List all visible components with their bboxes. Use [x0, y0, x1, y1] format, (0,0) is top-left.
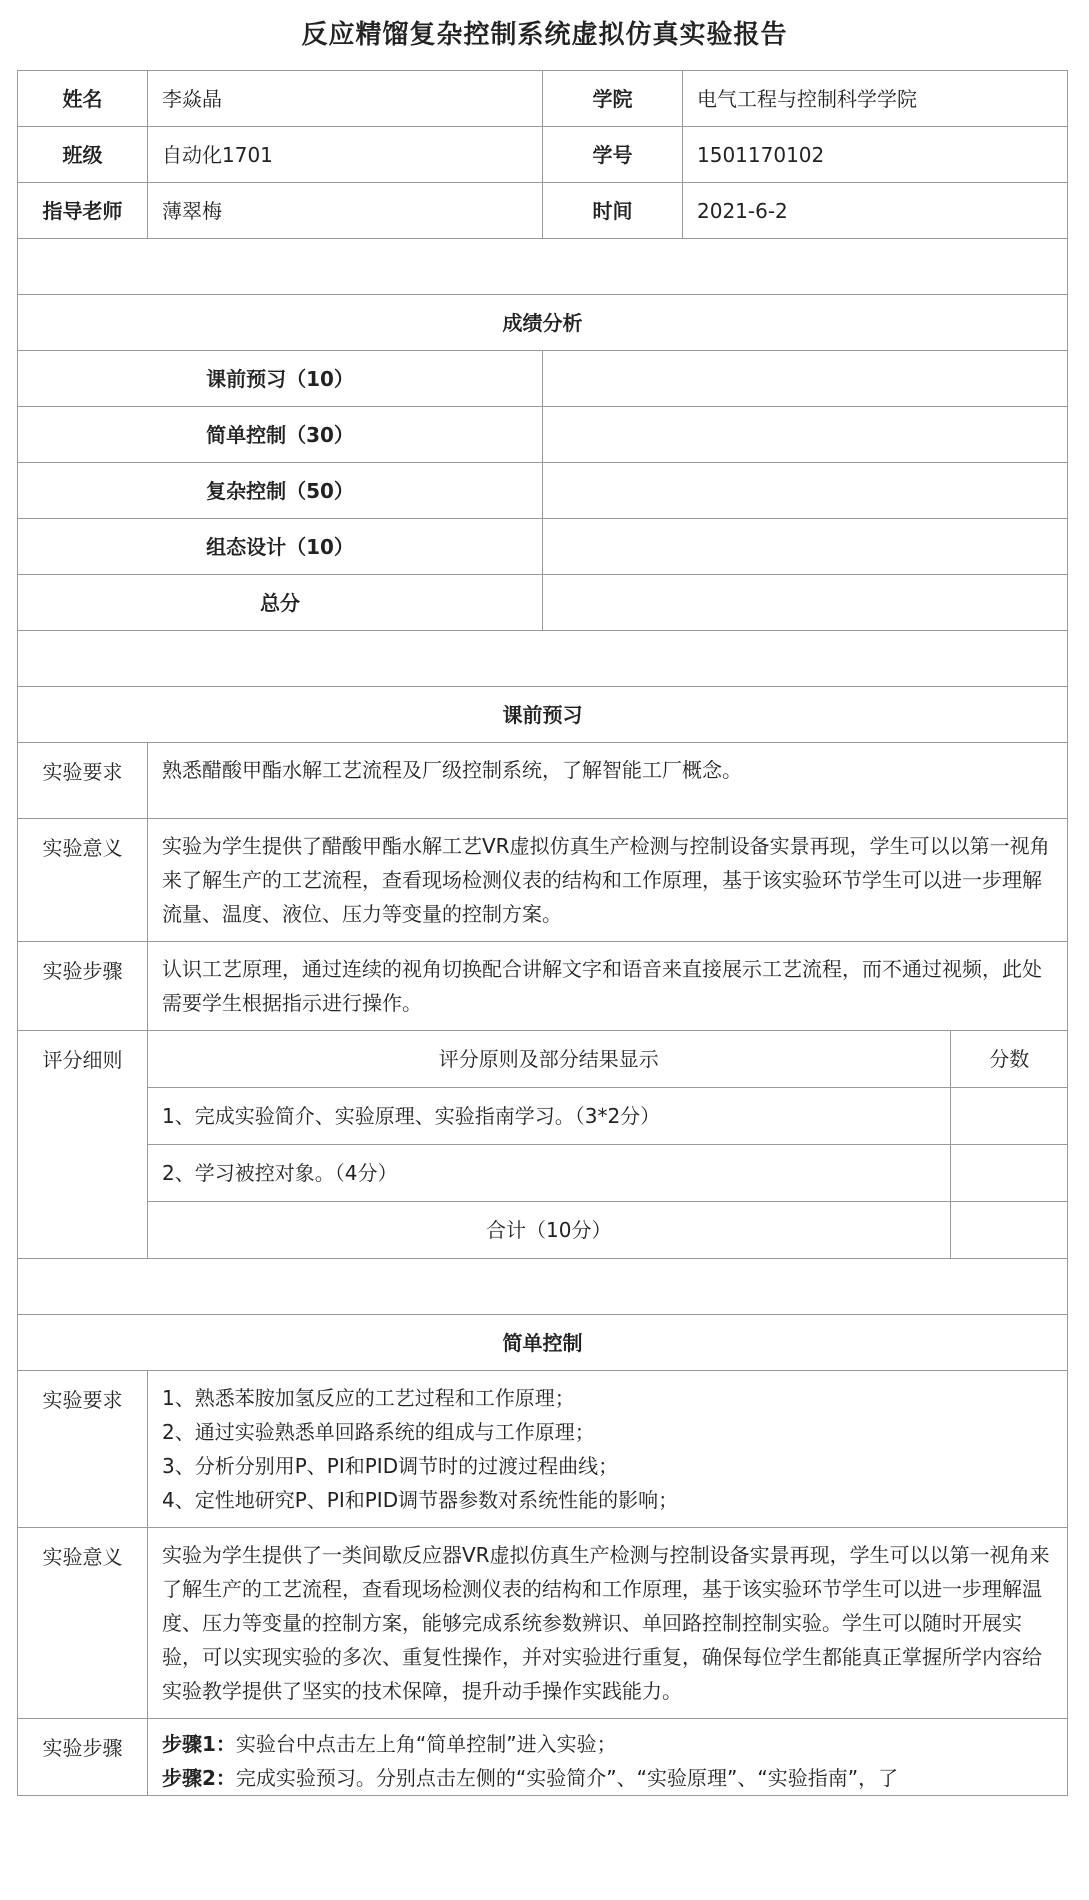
grading-item: 1、完成实验简介、实验原理、实验指南学习。（3*2分）	[148, 1088, 950, 1145]
blank-row	[18, 631, 1068, 687]
simple-req-line: 1、熟悉苯胺加氢反应的工艺过程和工作原理；	[162, 1386, 575, 1410]
id-value: 1501170102	[683, 127, 1068, 183]
grading-total-row	[148, 1202, 1068, 1259]
step-text: 实验台中点击左上角“简单控制”进入实验；	[235, 1732, 617, 1756]
blank-row	[18, 239, 1068, 295]
report-title: 反应精馏复杂控制系统虚拟仿真实验报告	[301, 20, 788, 50]
step-line	[162, 1727, 1053, 1761]
score-row-label: 复杂控制（50）	[18, 463, 543, 519]
grading-cell	[148, 1031, 1068, 1259]
score-row-value[interactable]	[543, 575, 1068, 631]
simple-heading: 简单控制	[18, 1315, 1068, 1371]
simple-req-row	[18, 1371, 1068, 1528]
preview-steps-text: 认识工艺原理，通过连续的视角切换配合讲解文字和语音来直接展示工艺流程，而不通过视频，此处需要学生根据指示进行操作。	[148, 942, 1068, 1031]
blank-row	[18, 1259, 1068, 1315]
class-value: 自动化1701	[148, 127, 543, 183]
info-row-class	[18, 127, 1068, 183]
simple-req-line: 3、分析分别用P、PI和PID调节时的过渡过程曲线；	[162, 1454, 619, 1478]
simple-req-line: 2、通过实验熟悉单回路系统的组成与工作原理；	[162, 1420, 595, 1444]
id-label: 学号	[543, 127, 683, 183]
simple-meaning-text: 实验为学生提供了一类间歇反应器VR虚拟仿真生产检测与控制设备实景再现，学生可以以第一视角来了解生产的工艺流程，查看现场检测仪表的结构和工作原理，基于该实验环节学生可以进一步理解温度、压力等变量的控制方案，能够完成系统参数辨识、单回路控制控制实验。学生可以随时开展实验，可以实现实验的多次、重复性操作，并对实验进行重复，确保每位学生都能真正掌握所学内容给实验教学提供了坚实的技术保障，提升动手操作实践能力。	[148, 1528, 1068, 1719]
score-row	[18, 407, 1068, 463]
college-label: 学院	[543, 71, 683, 127]
grading-header: 评分原则及部分结果显示	[148, 1031, 950, 1088]
preview-meaning-row	[18, 819, 1068, 942]
simple-req-line: 4、定性地研究P、PI和PID调节器参数对系统性能的影响；	[162, 1488, 679, 1512]
time-label: 时间	[543, 183, 683, 239]
preview-meaning-label: 实验意义	[18, 819, 148, 942]
simple-req-text	[148, 1371, 1068, 1528]
time-value: 2021-6-2	[683, 183, 1068, 239]
score-analysis-heading: 成绩分析	[18, 295, 1068, 351]
simple-steps-row	[18, 1719, 1068, 1796]
score-row-label: 简单控制（30）	[18, 407, 543, 463]
preview-heading-row	[18, 687, 1068, 743]
grading-total-score[interactable]	[950, 1202, 1068, 1259]
report-table	[17, 70, 1068, 1796]
score-row-value[interactable]	[543, 519, 1068, 575]
step-label: 步骤2：	[162, 1766, 236, 1790]
teacher-label: 指导老师	[18, 183, 148, 239]
score-row-label: 总分	[18, 575, 543, 631]
name-label: 姓名	[18, 71, 148, 127]
score-row-value[interactable]	[543, 463, 1068, 519]
preview-steps-label: 实验步骤	[18, 942, 148, 1031]
preview-req-row	[18, 743, 1068, 819]
name-value: 李焱晶	[148, 71, 543, 127]
grading-item: 2、学习被控对象。（4分）	[148, 1145, 950, 1202]
info-row-teacher	[18, 183, 1068, 239]
preview-grading-label: 评分细则	[18, 1031, 148, 1259]
score-row-value[interactable]	[543, 351, 1068, 407]
simple-steps-label: 实验步骤	[18, 1719, 148, 1796]
step-label: 步骤1：	[162, 1732, 236, 1756]
info-row-name	[18, 71, 1068, 127]
grading-score[interactable]	[950, 1088, 1068, 1145]
score-row	[18, 463, 1068, 519]
grading-table	[148, 1031, 1068, 1258]
score-row	[18, 351, 1068, 407]
grading-score[interactable]	[950, 1145, 1068, 1202]
preview-req-label: 实验要求	[18, 743, 148, 819]
step-text: 完成实验预习。分别点击左侧的“实验简介”、“实验原理”、“实验指南”，了	[235, 1766, 899, 1790]
preview-heading: 课前预习	[18, 687, 1068, 743]
score-row	[18, 575, 1068, 631]
college-value: 电气工程与控制科学学院	[683, 71, 1068, 127]
simple-req-label: 实验要求	[18, 1371, 148, 1528]
grading-total: 合计（10分）	[148, 1202, 950, 1259]
grading-row	[148, 1145, 1068, 1202]
grading-header-row	[148, 1031, 1068, 1088]
simple-meaning-label: 实验意义	[18, 1528, 148, 1719]
simple-heading-row	[18, 1315, 1068, 1371]
score-row	[18, 519, 1068, 575]
preview-steps-row	[18, 942, 1068, 1031]
score-row-label: 课前预习（10）	[18, 351, 543, 407]
score-row-value[interactable]	[543, 407, 1068, 463]
preview-grading-row	[18, 1031, 1068, 1259]
score-row-label: 组态设计（10）	[18, 519, 543, 575]
preview-req-text: 熟悉醋酸甲酯水解工艺流程及厂级控制系统，了解智能工厂概念。	[148, 743, 1068, 819]
class-label: 班级	[18, 127, 148, 183]
simple-steps-text	[148, 1719, 1068, 1796]
step-line	[162, 1761, 1053, 1795]
score-header: 分数	[950, 1031, 1068, 1088]
grading-row	[148, 1088, 1068, 1145]
score-analysis-heading-row	[18, 295, 1068, 351]
preview-meaning-text: 实验为学生提供了醋酸甲酯水解工艺VR虚拟仿真生产检测与控制设备实景再现，学生可以以第一视角来了解生产的工艺流程，查看现场检测仪表的结构和工作原理，基于该实验环节学生可以进一步理解流量、温度、液位、压力等变量的控制方案。	[148, 819, 1068, 942]
teacher-value: 薄翠梅	[148, 183, 543, 239]
simple-meaning-row	[18, 1528, 1068, 1719]
